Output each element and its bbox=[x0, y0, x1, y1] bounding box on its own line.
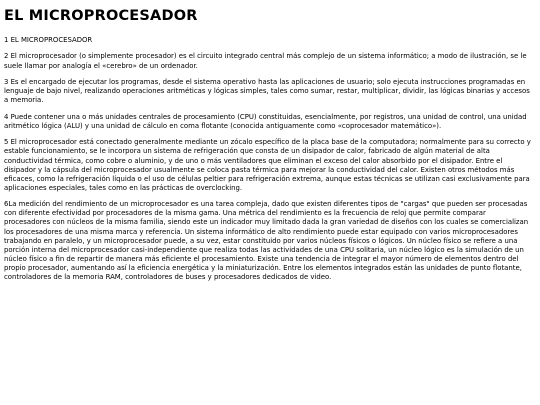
paragraph-5: 5 El microprocesador está conectado generalmente mediante un zócalo específico de la placa base de la computadora; normalmente para su correcto y estable funcionamiento, se le incorpora un sistema de refrigeración que consta de un disipador de calor, fabricado de algún material de alta conductividad térmica, como cobre o aluminio, y de uno o más ventiladores que eliminan el exceso del calor absorbido por el disipador. Entre el disipador y la cápsula del microprocesador usualmente se coloca pasta térmica para mejorar la conductividad del calor. Existen otros métodos más eficaces, como la refrigeración líquida o el uso de células peltier para refrigeración extrema, aunque estas técnicas se utilizan casi exclusivamente para aplicaciones especiales, tales como en las prácticas de overclocking. bbox=[4, 138, 531, 192]
paragraph-6: 6La medición del rendimiento de un microprocesador es una tarea compleja, dado que existen diferentes tipos de "cargas" que pueden ser procesadas con diferente efectividad por procesadores de la misma gama. Una métrica del rendimiento es la frecuencia de reloj que permite comparar procesadores con núcleos de la misma familia, siendo este un indicador muy limitado dada la gran variedad de diseños con los cuales se comercializan los procesadores de una misma marca y referencia. Un sistema informático de alto rendimiento puede estar equipado con varios microprocesadores trabajando en paralelo, y un microprocesador puede, a su vez, estar constituido por varios núcleos físicos o lógicos. Un núcleo físico se refiere a una porción interna del microprocesador casi-independiente que realiza todas las actividades de una CPU solitaria, un núcleo lógico es la simulación de un núcleo físico a fin de repartir de manera más eficiente el procesamiento. Existe una tendencia de integrar el mayor número de elementos dentro del propio procesador, aumentando así la eficiencia energética y la miniaturización. Entre los elementos integrados están las unidades de punto flotante, controladores de la memoria RAM, controladores de buses y procesadores dedicados de video. bbox=[4, 200, 529, 282]
paragraph-3: 3 Es el encargado de ejecutar los programas, desde el sistema operativo hasta las aplicaciones de usuario; solo ejecuta instrucciones programadas en lenguaje de bajo nivel, realizando operaciones aritméticas y lógicas simples, tales como sumar, restar, multiplicar, dividir, las lógicas binarias y accesos a memoria. bbox=[4, 78, 530, 105]
paragraph-1: 1 EL MICROPROCESADOR bbox=[4, 36, 93, 44]
paragraph-2: 2 El microprocesador (o simplemente procesador) es el circuito integrado central más complejo de un sistema informático; a modo de ilustración, se le suele llamar por analogía el «cerebro» de un ordenador. bbox=[4, 52, 527, 70]
document-page bbox=[4, 7, 534, 290]
page-title: EL MICROPROCESADOR bbox=[4, 8, 198, 24]
paragraph-4: 4 Puede contener una o más unidades centrales de procesamiento (CPU) constituidas, esencialmente, por registros, una unidad de control, una unidad aritmético lógica (ALU) y una unidad de cálculo en coma flotante (conocida antiguamente como «coprocesador matemático»). bbox=[4, 112, 527, 130]
